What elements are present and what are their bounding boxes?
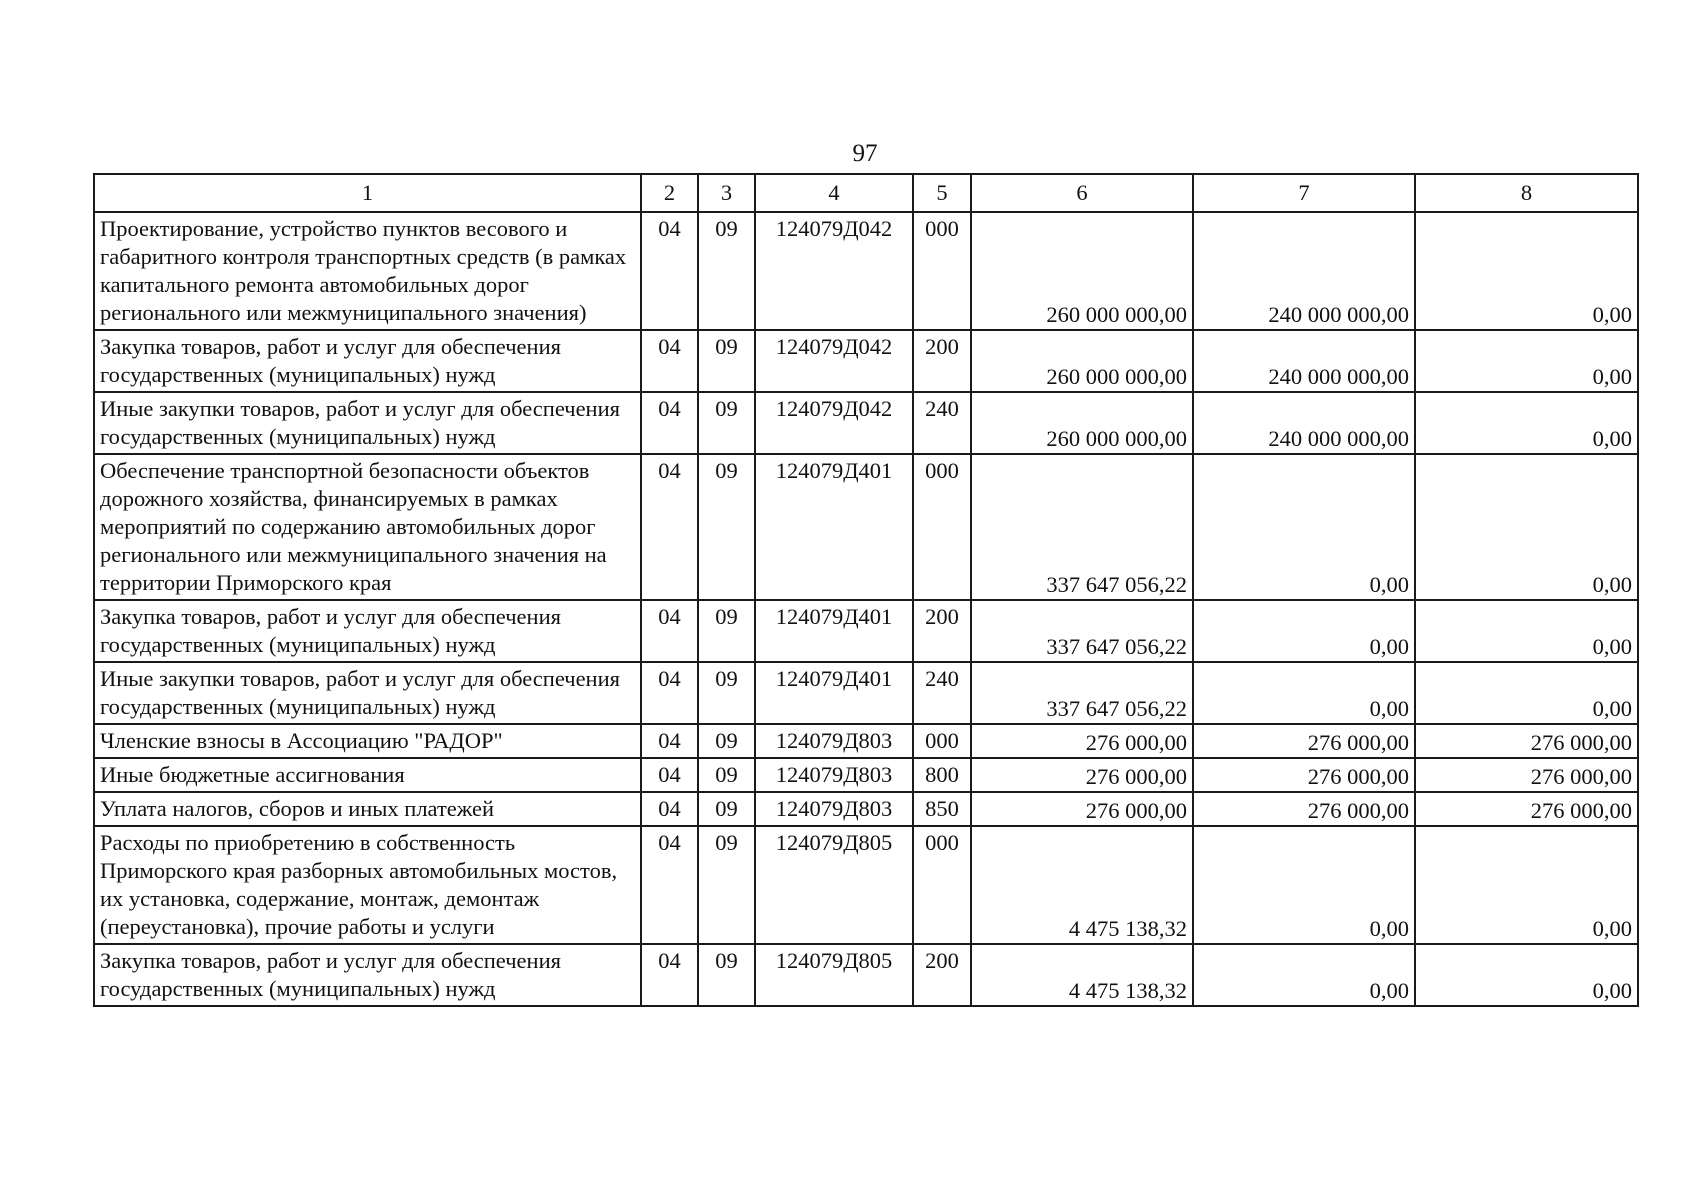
amount-year-3: 276 000,00 [1415,758,1638,792]
expense-type-code: 000 [913,454,971,600]
target-article-code: 124079Д805 [755,826,913,944]
column-header: 6 [971,174,1193,212]
subsection-code: 09 [698,392,755,454]
table-row [94,662,1638,724]
amount-year-1: 4 475 138,32 [971,944,1193,1006]
section-code: 04 [641,392,698,454]
item-name: Обеспечение транспортной безопасности объектов дорожного хозяйства, финансируемых в рамках мероприятий по содержанию автомобильных дорог регионального или межмуниципального значения на территории Приморского края [94,454,641,600]
amount-year-3: 0,00 [1415,826,1638,944]
expense-type-code: 200 [913,330,971,392]
expense-type-code: 000 [913,826,971,944]
subsection-code: 09 [698,330,755,392]
amount-year-3: 0,00 [1415,600,1638,662]
expense-type-code: 850 [913,792,971,826]
amount-year-2: 240 000 000,00 [1193,392,1415,454]
page-number: 97 [852,140,878,167]
amount-year-3: 0,00 [1415,944,1638,1006]
target-article-code: 124079Д401 [755,454,913,600]
subsection-code: 09 [698,944,755,1006]
amount-year-2: 0,00 [1193,454,1415,600]
expense-type-code: 240 [913,392,971,454]
section-code: 04 [641,454,698,600]
amount-year-2: 240 000 000,00 [1193,330,1415,392]
section-code: 04 [641,600,698,662]
section-code: 04 [641,792,698,826]
expense-type-code: 800 [913,758,971,792]
target-article-code: 124079Д042 [755,392,913,454]
amount-year-1: 276 000,00 [971,724,1193,758]
target-article-code: 124079Д042 [755,330,913,392]
amount-year-1: 260 000 000,00 [971,392,1193,454]
amount-year-2: 0,00 [1193,944,1415,1006]
expense-type-code: 000 [913,724,971,758]
column-header: 7 [1193,174,1415,212]
table-row [94,792,1638,826]
amount-year-2: 276 000,00 [1193,724,1415,758]
amount-year-1: 260 000 000,00 [971,330,1193,392]
subsection-code: 09 [698,826,755,944]
section-code: 04 [641,330,698,392]
table-row [94,724,1638,758]
budget-table [93,173,1639,1007]
target-article-code: 124079Д805 [755,944,913,1006]
item-name: Уплата налогов, сборов и иных платежей [94,792,641,826]
amount-year-1: 276 000,00 [971,792,1193,826]
subsection-code: 09 [698,724,755,758]
amount-year-3: 276 000,00 [1415,724,1638,758]
amount-year-2: 276 000,00 [1193,758,1415,792]
amount-year-3: 276 000,00 [1415,792,1638,826]
amount-year-2: 0,00 [1193,600,1415,662]
amount-year-1: 337 647 056,22 [971,600,1193,662]
target-article-code: 124079Д803 [755,724,913,758]
amount-year-3: 0,00 [1415,330,1638,392]
amount-year-1: 337 647 056,22 [971,662,1193,724]
table-row [94,600,1638,662]
section-code: 04 [641,662,698,724]
item-name: Проектирование, устройство пунктов весового и габаритного контроля транспортных средств (в рамках капитального ремонта автомобильных дорог регионального или межмуниципального значения) [94,212,641,330]
item-name: Членские взносы в Ассоциацию "РАДОР" [94,724,641,758]
column-header: 3 [698,174,755,212]
column-header: 1 [94,174,641,212]
section-code: 04 [641,758,698,792]
amount-year-1: 4 475 138,32 [971,826,1193,944]
section-code: 04 [641,944,698,1006]
section-code: 04 [641,826,698,944]
item-name: Закупка товаров, работ и услуг для обеспечения государственных (муниципальных) нужд [94,944,641,1006]
target-article-code: 124079Д803 [755,792,913,826]
amount-year-1: 260 000 000,00 [971,212,1193,330]
expense-type-code: 200 [913,944,971,1006]
amount-year-2: 240 000 000,00 [1193,212,1415,330]
amount-year-3: 0,00 [1415,392,1638,454]
amount-year-3: 0,00 [1415,454,1638,600]
section-code: 04 [641,212,698,330]
table-row [94,454,1638,600]
table-row [94,330,1638,392]
target-article-code: 124079Д401 [755,662,913,724]
expense-type-code: 000 [913,212,971,330]
amount-year-1: 276 000,00 [971,758,1193,792]
item-name: Закупка товаров, работ и услуг для обеспечения государственных (муниципальных) нужд [94,330,641,392]
target-article-code: 124079Д042 [755,212,913,330]
amount-year-3: 0,00 [1415,662,1638,724]
item-name: Иные закупки товаров, работ и услуг для обеспечения государственных (муниципальных) нужд [94,392,641,454]
amount-year-2: 276 000,00 [1193,792,1415,826]
amount-year-2: 0,00 [1193,826,1415,944]
item-name: Закупка товаров, работ и услуг для обеспечения государственных (муниципальных) нужд [94,600,641,662]
expense-type-code: 240 [913,662,971,724]
subsection-code: 09 [698,212,755,330]
amount-year-1: 337 647 056,22 [971,454,1193,600]
subsection-code: 09 [698,792,755,826]
table-row [94,392,1638,454]
column-header: 4 [755,174,913,212]
table-row [94,826,1638,944]
subsection-code: 09 [698,758,755,792]
target-article-code: 124079Д401 [755,600,913,662]
subsection-code: 09 [698,662,755,724]
target-article-code: 124079Д803 [755,758,913,792]
section-code: 04 [641,724,698,758]
header-row [94,174,1638,212]
table-row [94,758,1638,792]
amount-year-2: 0,00 [1193,662,1415,724]
item-name: Иные закупки товаров, работ и услуг для обеспечения государственных (муниципальных) нужд [94,662,641,724]
column-header: 2 [641,174,698,212]
table-row [94,212,1638,330]
table-body [94,212,1638,1006]
table-row [94,944,1638,1006]
column-header: 5 [913,174,971,212]
item-name: Расходы по приобретению в собственность Приморского края разборных автомобильных мостов, их установка, содержание, монтаж, демонтаж (переустановка), прочие работы и услуги [94,826,641,944]
item-name: Иные бюджетные ассигнования [94,758,641,792]
expense-type-code: 200 [913,600,971,662]
column-header: 8 [1415,174,1638,212]
subsection-code: 09 [698,454,755,600]
subsection-code: 09 [698,600,755,662]
amount-year-3: 0,00 [1415,212,1638,330]
